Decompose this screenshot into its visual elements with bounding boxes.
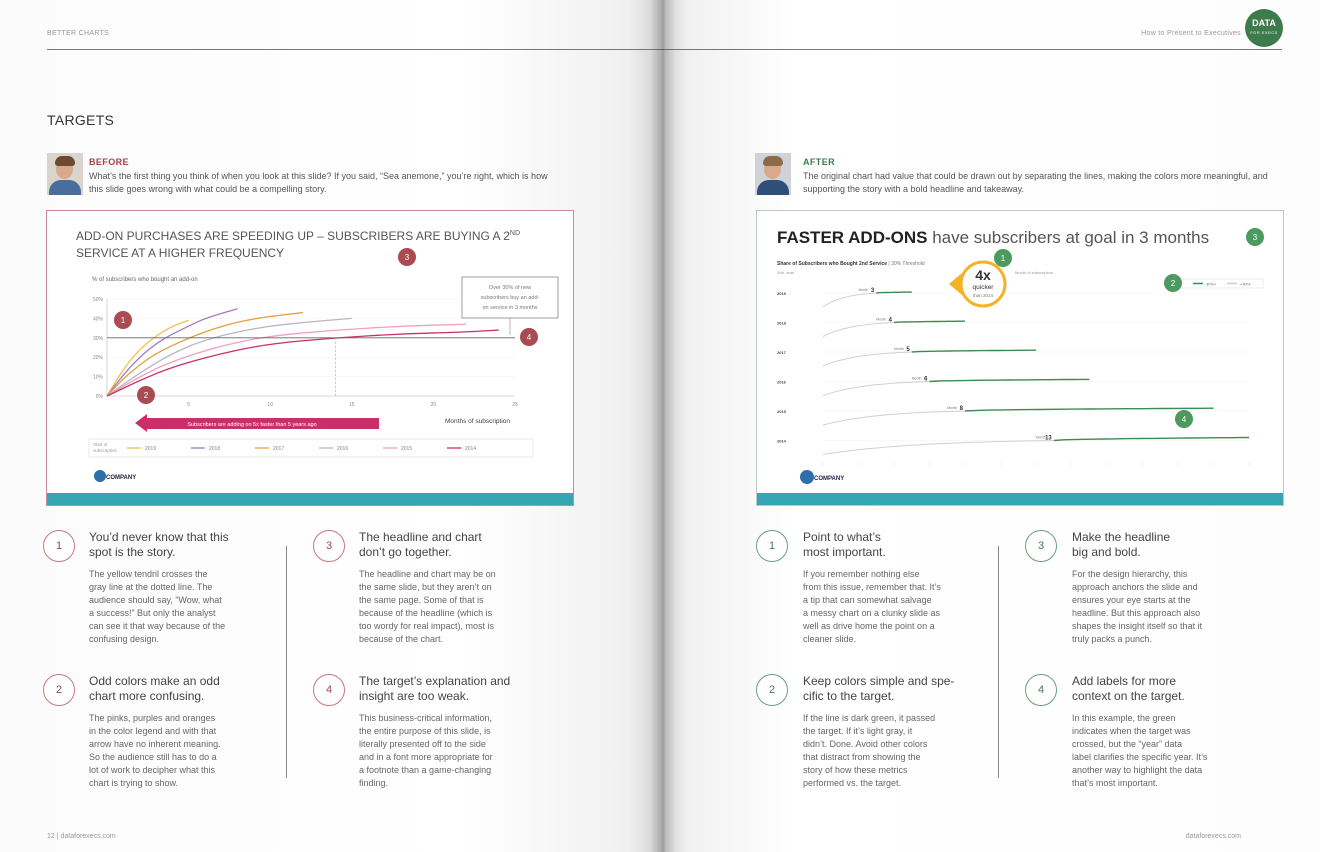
before-slide bbox=[46, 210, 574, 506]
legend-label: <30% bbox=[1240, 281, 1251, 287]
before-tag: BEFORE bbox=[89, 157, 129, 167]
callout-marker-label: 1 bbox=[1000, 254, 1006, 263]
point-number: 4 bbox=[1025, 674, 1057, 706]
slide-footer-bar bbox=[47, 493, 573, 505]
header-rule bbox=[47, 49, 662, 50]
row-line-below-target bbox=[823, 411, 965, 425]
point-body: In this example, the green indicates when the target was crossed, but the “year” data label clarifies the specific year. It’s another way to highlight the data that’s most important. bbox=[1072, 713, 1208, 788]
author-avatar bbox=[755, 153, 791, 195]
page-footer: dataforexecs.com bbox=[1185, 833, 1241, 840]
y-tick-label: 50% bbox=[92, 297, 103, 303]
callout-marker-label: 4 bbox=[1181, 415, 1187, 424]
row-line-below-target bbox=[823, 382, 930, 396]
page-footer: 12 | dataforexecs.com bbox=[47, 833, 116, 840]
book-gutter-shadow bbox=[650, 0, 676, 852]
point-heading: Make the headline big and bold. bbox=[1072, 530, 1171, 559]
after-intro: The original chart had value that could be drawn out by separating the lines, making the colors more meaningful, and supporting the story with a bold headline and takeaway. bbox=[803, 171, 1268, 194]
row-month-prefix: Month bbox=[858, 288, 869, 292]
callout-mid: quicker bbox=[972, 284, 994, 291]
row-cross-month: 6 bbox=[924, 376, 928, 383]
row-cross-month: 8 bbox=[959, 406, 963, 412]
header-rule bbox=[662, 49, 1282, 50]
series-line-2014 bbox=[107, 330, 499, 396]
point-body: For the design hierarchy, this approach anchors the slide and ensures your eye starts at the headline. But this approach also shapes the insight itself so that it truly packs a punch. bbox=[1072, 569, 1203, 644]
row-year-label: 2018 bbox=[777, 320, 786, 326]
before-chart bbox=[47, 211, 573, 505]
row-month-prefix: Month bbox=[894, 347, 904, 351]
point-number: 4 bbox=[313, 674, 345, 706]
row-cross-month: 3 bbox=[870, 288, 875, 294]
callout-marker-label: 1 bbox=[120, 316, 126, 325]
callout-big: 4x bbox=[975, 267, 991, 283]
after-subtitle: Share of Subscribers who Bought 2nd Service | 30% Threshold bbox=[777, 261, 925, 267]
callout-marker-label: 3 bbox=[404, 253, 410, 262]
column-divider bbox=[998, 546, 999, 778]
point-heading: Odd colors make an odd chart more confusing. bbox=[89, 674, 220, 703]
row-month-prefix: Month bbox=[911, 376, 922, 381]
row-line-above-target bbox=[912, 350, 1036, 352]
point-heading: Keep colors simple and spe- cific to the target. bbox=[803, 674, 955, 703]
legend-label: 2014 bbox=[465, 446, 477, 452]
row-cross-month: 4 bbox=[888, 317, 892, 324]
after-tag: AFTER bbox=[803, 157, 835, 167]
legend-label: 30%+ bbox=[1206, 281, 1217, 287]
legend-title: Start of bbox=[93, 442, 108, 447]
company-logo-text: COMPANY bbox=[814, 476, 845, 482]
column-divider bbox=[286, 546, 287, 778]
callout-line: Over 30% of new bbox=[488, 285, 532, 291]
legend-label: 2019 bbox=[145, 446, 157, 452]
row-line-above-target bbox=[965, 408, 1214, 411]
row-month-prefix: Month bbox=[1036, 435, 1046, 440]
point-number: 2 bbox=[43, 674, 75, 706]
point-body: The pinks, purples and oranges in the color legend and with that arrow have no inherent meaning. So the audience still has to do a lot of work to decipher what this chart is trying to show. bbox=[89, 713, 221, 788]
row-line-above-target bbox=[930, 379, 1090, 381]
running-header: BETTER CHARTS bbox=[47, 30, 110, 37]
row-line-below-target bbox=[823, 323, 894, 337]
x-tick-label: 25 bbox=[512, 402, 518, 408]
slide-footer-bar bbox=[757, 493, 1283, 505]
callout-marker-label: 2 bbox=[1170, 279, 1176, 288]
x-tick-label: 15 bbox=[349, 402, 355, 408]
y-tick-label: 20% bbox=[92, 355, 103, 362]
point-number: 1 bbox=[756, 530, 788, 562]
callout-marker-label: 4 bbox=[526, 333, 532, 342]
before-headline: ADD-ON PURCHASES ARE SPEEDING UP – SUBSCRIBERS ARE BUYING A 2ND bbox=[76, 229, 521, 243]
y-tick-label: 0% bbox=[95, 394, 103, 400]
before-y-label: % of subscribers who bought an add-on bbox=[92, 277, 198, 283]
y-tick-label: 30% bbox=[92, 335, 103, 342]
right-page bbox=[662, 0, 1320, 852]
point-number: 3 bbox=[1025, 530, 1057, 562]
section-title: TARGETS bbox=[47, 112, 115, 128]
col-label-right: Month of subscription bbox=[1015, 270, 1054, 275]
arrow-text: Subscribers are adding on 5x faster than 5 years ago bbox=[187, 422, 317, 428]
row-line-below-target bbox=[823, 293, 876, 307]
before-x-label: Months of subscription bbox=[445, 418, 511, 425]
before-headline-line2: SERVICE AT A HIGHER FREQUENCY bbox=[76, 246, 285, 260]
row-line-above-target bbox=[1054, 438, 1249, 441]
legend-label: 2016 bbox=[337, 446, 349, 452]
x-tick-label: 10 bbox=[267, 402, 273, 408]
row-year-label: 2015 bbox=[777, 409, 786, 414]
point-heading: Add labels for more context on the target. bbox=[1072, 674, 1185, 703]
y-tick-label: 40% bbox=[92, 316, 103, 323]
running-header: How to Present to Executives bbox=[1141, 30, 1241, 37]
data-for-execs-logo: DATA FOR EXECS bbox=[1245, 9, 1283, 47]
row-year-label: 2017 bbox=[777, 350, 786, 355]
author-avatar bbox=[47, 153, 83, 195]
row-month-prefix: Month bbox=[876, 317, 886, 322]
after-chart bbox=[757, 211, 1283, 505]
row-cross-month: 5 bbox=[906, 347, 910, 353]
point-number: 1 bbox=[43, 530, 75, 562]
point-number: 2 bbox=[756, 674, 788, 706]
point-body: If the line is dark green, it passed the target. If it’s light gray, it didn’t. Done. Avoid other colors that distract from showing the story of how these metrics performed vs. the target. bbox=[803, 713, 936, 788]
point-body: This business-critical information, the entire purpose of this slide, is literally presented off to the side and in a font more appropriate for a footnote than a game-changing finding. bbox=[359, 713, 493, 788]
y-tick-label: 10% bbox=[92, 374, 103, 381]
col-label-left: Sub. start bbox=[777, 270, 795, 275]
callout-line: on service in 3 months bbox=[482, 305, 538, 311]
before-intro: What’s the first thing you think of when you look at this slide? If you said, “Sea anemone,” you’re right, which is how this slide goes wrong with what could be a compelling story. bbox=[89, 171, 548, 194]
after-headline: FASTER ADD-ONS have subscribers at goal in 3 months bbox=[777, 228, 1210, 247]
point-heading: Point to what’s most important. bbox=[803, 530, 886, 559]
point-number: 3 bbox=[313, 530, 345, 562]
x-tick-label: 5 bbox=[187, 402, 190, 408]
point-heading: The headline and chart don’t go together. bbox=[359, 530, 482, 559]
point-heading: You’d never know that this spot is the story. bbox=[89, 530, 229, 559]
point-body: The yellow tendril crosses the gray line at the dotted line. The audience should say, “Wow, what a success!” But only the analyst can see it that way because of the confusing design. bbox=[89, 569, 226, 644]
callout-marker-label: 2 bbox=[143, 391, 149, 400]
legend-label: 2018 bbox=[209, 446, 221, 452]
x-tick-label: 20 bbox=[430, 402, 437, 408]
after-slide bbox=[756, 210, 1284, 506]
legend-label: 2015 bbox=[401, 446, 413, 452]
row-year-label: 2016 bbox=[777, 379, 786, 385]
row-year-label: 2014 bbox=[777, 438, 786, 444]
point-heading: The target’s explanation and insight are too weak. bbox=[359, 674, 511, 703]
row-line-below-target bbox=[823, 352, 912, 366]
callout-small: than 2014 bbox=[972, 293, 994, 298]
legend-label: 2017 bbox=[273, 446, 285, 452]
point-body: If you remember nothing else from this issue, remember that. It’s a tip that can somewhat salvage a messy chart on a clunky slide as well as drive home the point on a cleaner slide. bbox=[803, 569, 941, 644]
row-line-below-target bbox=[823, 441, 1054, 455]
point-body: The headline and chart may be on the same slide, but they aren’t on the same page. Some of that is because of the headline (which is too wordy for real impact), most is because of the chart. bbox=[359, 569, 496, 644]
company-logo-icon bbox=[94, 470, 106, 482]
callout-marker-label: 3 bbox=[1252, 233, 1258, 242]
row-year-label: 2019 bbox=[777, 291, 786, 296]
row-month-prefix: Month bbox=[947, 406, 957, 410]
company-logo-text: COMPANY bbox=[106, 475, 137, 481]
company-logo-icon bbox=[800, 470, 814, 484]
callout-line: subscribers buy an add- bbox=[480, 295, 540, 301]
row-cross-month: 13 bbox=[1045, 435, 1052, 442]
legend-title: subscription bbox=[93, 448, 118, 453]
